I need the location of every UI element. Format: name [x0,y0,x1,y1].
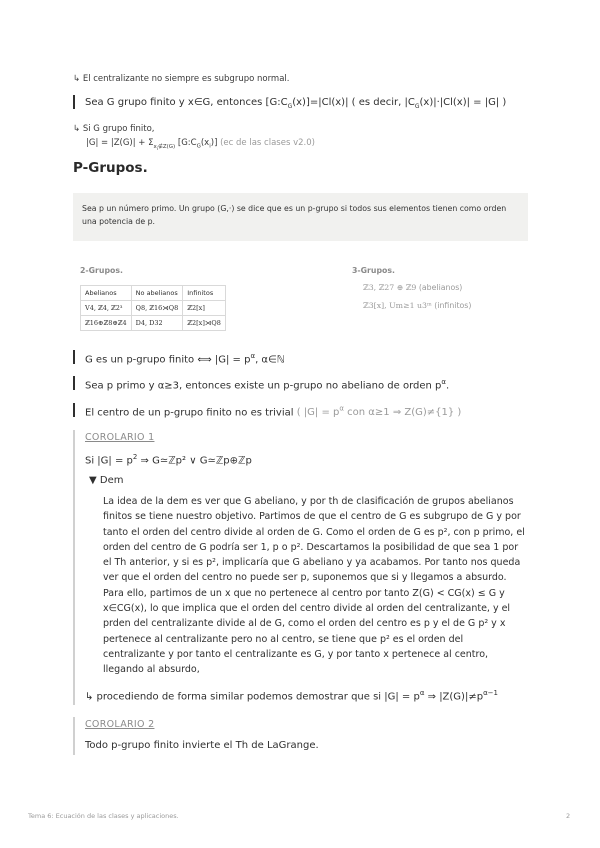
table-cell: Q8, ℤ16⋊Q8 [131,301,183,316]
center-nontrivial: El centro de un p-grupo finito no es trivial ( $|G| = p^\alpha$ con α≥1 ⇒ Z(G)≠{1} ) [85,405,462,419]
table-cell: V4, ℤ4, ℤ2³ [81,301,132,316]
proof-text: La idea de la dem es ver que G abeliano, y por th de clasificación de grupos abelianos finitos se tiene nuestro objetivo. Partimos de que el centro de G es subgrupo de G y por tanto el orden del centro divide al orden de G. Como el orden de G es p², con p primo, el orden del centro de G podría ser 1, p o p². Descartamos la posibilidad de que sea 1 por el Th anterior, y si es p², implicaría que G abeliano y ya acabamos. Por tanto nos queda ver que el orden del centro no puede ser p, suponemos que si y llegamos a absurdo. Para ello, partimos de un x que no pertenece al centro por tanto Z(G) < CG(x) ≤ G y x∈CG(x), lo que implica que el orden del centro divide al orden del centralizante, y el prden del centralizante divide al de G, como el orden del centro es p y el de G p² y x pertenece al centralizante pero no al centro, se tiene que p² es el orden del centralizante y por tanto el centralizante es G, y por tanto x pertenece al centro, llegando al absurdo, [103,496,525,676]
quote-bar [73,403,75,417]
corolario1-statement: Si $|G| = p^2$ ⇒ G≃ℤp² ∨ G≃ℤp⊕ℤp [85,453,252,467]
table-row [81,316,226,331]
corolario1-bar [73,430,75,705]
two-groups-table [80,285,226,331]
corolario2-statement: Todo p-grupo finito invierte el Th de LaGrange. [85,740,319,751]
corolario2-bar [73,717,75,755]
quote-bar [73,95,75,109]
three-groups-title: 3-Grupos. [352,266,395,275]
section-title: P-Grupos. [73,160,148,176]
footer-title: Tema 6: Ecuación de las clases y aplicaciones. [28,812,179,820]
quote-bar [73,376,75,390]
corolario1-general: ↳ procediendo de forma similar podemos demostrar que si $|G| = p^\alpha$ ⇒ $|Z(G)|\ne p^{\alpha-1}$ [85,689,498,703]
two-groups-title: 2-Grupos. [80,266,123,275]
table-cell: ℤ2[x]⋊Q8 [183,316,226,331]
center-note: ( $|G| = p^\alpha$ con α≥1 ⇒ Z(G)≠{1} ) [296,405,462,419]
definition-callout [73,193,528,241]
nonabelian-existence: Sea p primo y α≥3, entonces existe un p-grupo no abeliano de orden $p^\alpha$. [85,378,450,392]
class-formula-statement: Sea G grupo finito y x∈G, entonces $[G:C_G(x)]=|Cl(x)|$ ( es decir, $|C_G(x)|\cdot|Cl(x)| = |G|$ ) [85,97,507,110]
centralizer-note: ↳ El centralizante no siempre es subgrupo normal. [73,74,290,84]
quote-bar [73,350,75,364]
corolario1-title: COROLARIO 1 [85,432,155,443]
corolario2-title: COROLARIO 2 [85,719,155,730]
class-equation-comment: (ec de las clases v2.0) [220,138,315,148]
table-header: Infinitos [183,286,226,301]
finite-group-note: ↳ Si G grupo finito, [73,124,155,134]
table-row [81,301,226,316]
three-groups-abelian: ℤ3, ℤ27 ⊕ ℤ9 (abelianos) [363,283,463,292]
class-equation: $|G| = |Z(G)| + \Sigma_{x_i\notin Z(G)}$ $[G:C_G(x_i)]$ (ec de las clases v2.0) [86,138,315,152]
page-number: 2 [566,812,571,820]
table-cell: ℤ2[x] [183,301,226,316]
table-header: No abelianos [131,286,183,301]
three-groups-infinite: ℤ3[x], Um≥1 u3ᵐ (infinitos) [363,301,472,310]
table-cell: D4, D32 [131,316,183,331]
table-header-row [81,286,226,301]
table-header: Abelianos [81,286,132,301]
table-cell: ℤ16⊕ℤ8⊕ℤ4 [81,316,132,331]
dem-toggle[interactable]: ▼ Dem [89,475,124,486]
pgroup-definition: Sea p un número primo. Un grupo (G,·) se dice que es un p-grupo si todos sus elementos tienen como orden una potencia de p. [82,204,507,226]
pgroup-characterization: G es un p-grupo finito ⟺ $|G| = p^\alpha$, α∈ℕ [85,352,285,366]
